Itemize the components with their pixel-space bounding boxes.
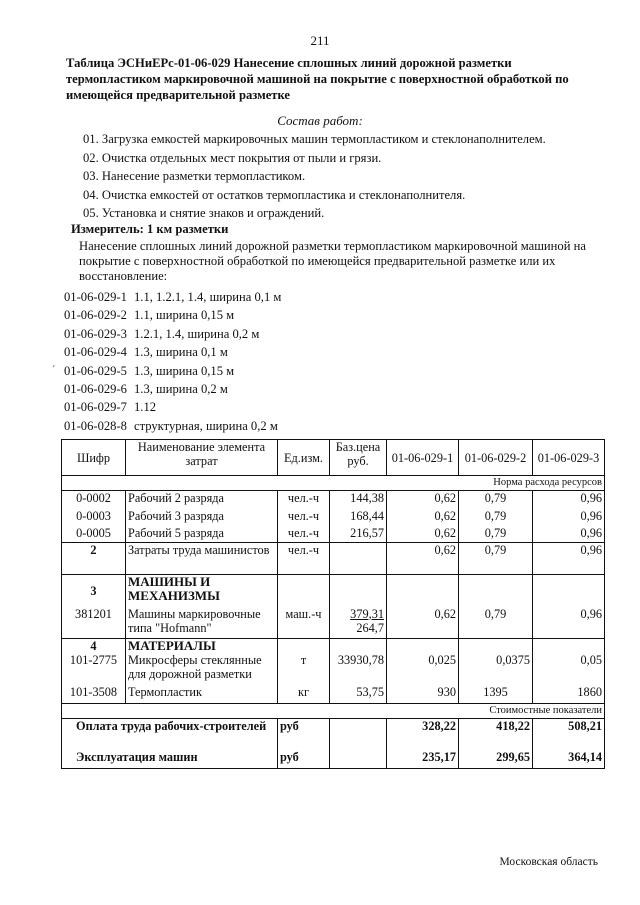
margin-mark: ˊ bbox=[52, 365, 56, 376]
header-cell: 01-06-029-2 bbox=[459, 440, 533, 476]
footer-region: Московская область bbox=[499, 856, 598, 868]
code-item bbox=[64, 380, 281, 398]
code-text: структурная, ширина 0,2 м bbox=[134, 418, 278, 433]
measure-unit: Измеритель: 1 км разметки bbox=[71, 222, 229, 236]
code-text: 1.3, ширина 0,1 м bbox=[134, 345, 228, 360]
code-number: 01-06-029-3 bbox=[64, 326, 127, 341]
header-cell: Ед.изм. bbox=[278, 440, 330, 476]
works-item: 02. Очистка отдельных мест покрытия от пыли и грязи. bbox=[83, 150, 382, 165]
code-text: 1.1, 1.2.1, 1.4, ширина 0,1 м bbox=[134, 290, 282, 304]
code-item bbox=[64, 325, 281, 343]
header-cell: Баз.цена руб. bbox=[330, 440, 387, 476]
code-text: 1.2.1, 1.4, ширина 0,2 м bbox=[134, 326, 260, 341]
resource-table bbox=[61, 439, 605, 769]
cost-label-row bbox=[62, 703, 605, 718]
works-item: 04. Очистка емкостей от остатков термопластика и стеклонаполнителя. bbox=[83, 187, 466, 202]
code-number: 01-06-029-2 bbox=[64, 308, 127, 323]
total-row: Эксплуатация машин руб 235,17 299,65 364,14 bbox=[62, 750, 605, 768]
table-row: 381201 Машины маркировочные типа "Hofmann" маш.-ч 379,31 264,7 0,62 0,79 0,96 bbox=[62, 607, 605, 639]
codes-list bbox=[64, 288, 281, 435]
table-title: Таблица ЭСНиЕРс-01-06-029 Нанесение сплошных линий дорожной разметки термопластиком маркировочной машиной на покрытие с поверхностной обработкой по имеющейся предварительной разметке bbox=[66, 56, 569, 102]
code-number: 01-06-029-7 bbox=[64, 400, 127, 415]
norm-label-row bbox=[62, 476, 605, 491]
page-number: 211 bbox=[310, 33, 330, 48]
machinist-row: 2 Затраты труда машинистов чел.-ч 0,62 0,79 0,96 bbox=[62, 543, 605, 575]
header-cell: Шифр bbox=[62, 440, 126, 476]
table-row: 0-0005 Рабочий 5 разряда чел.-ч 216,57 0,62 0,79 0,96 bbox=[62, 526, 605, 543]
header-cell: 01-06-029-1 bbox=[387, 440, 459, 476]
code-item bbox=[64, 362, 281, 380]
norm-label: Норма расхода ресурсов bbox=[387, 476, 605, 491]
materials-heading-row: 4 МАТЕРИАЛЫ bbox=[62, 639, 605, 654]
code-text: 1.3, ширина 0,15 м bbox=[134, 363, 235, 378]
code-number: 01-06-029-4 bbox=[64, 345, 127, 360]
table-row: 0-0002 Рабочий 2 разряда чел.-ч 144,38 0,62 0,79 0,96 bbox=[62, 491, 605, 509]
machines-heading-row: 3 МАШИНЫ И МЕХАНИЗМЫ bbox=[62, 575, 605, 607]
code-item bbox=[64, 288, 281, 306]
code-item bbox=[64, 398, 281, 416]
header-row bbox=[62, 440, 605, 476]
code-item bbox=[64, 306, 281, 324]
cost-label: Стоимостные показатели bbox=[387, 703, 605, 718]
code-item bbox=[64, 343, 281, 361]
table-row: 101-2775 Микросферы стеклянные для дорожной разметки т 33930,78 0,025 0,0375 0,05 bbox=[62, 653, 605, 685]
code-number: 01-06-029-5 bbox=[64, 363, 127, 378]
code-number: 01-06-029-1 bbox=[64, 290, 127, 304]
code-item bbox=[64, 417, 281, 435]
header-cell: 01-06-029-3 bbox=[533, 440, 605, 476]
code-text: 1.1, ширина 0,15 м bbox=[134, 308, 235, 323]
code-text: 1.12 bbox=[134, 400, 157, 415]
table-row: 101-3508 Термопластик кг 53,75 930 1395 1860 bbox=[62, 685, 605, 703]
works-item: 05. Установка и снятие знаков и ограждений. bbox=[83, 206, 325, 221]
total-row: Оплата труда рабочих-строителей руб 328,22 418,22 508,21 bbox=[62, 718, 605, 750]
works-item: 01. Загрузка емкостей маркировочных машин термопластиком и стеклонаполнителем. bbox=[83, 132, 546, 146]
header-cell: Наименование элемента затрат bbox=[126, 440, 278, 476]
description: Нанесение сплошных линий дорожной разметки термопластиком маркировочной машиной на покрытие с поверхностной обработкой по имеющейся предварительной разметке или их восстановление: bbox=[79, 239, 586, 283]
works-list bbox=[83, 130, 546, 223]
code-number: 01-06-028-8 bbox=[64, 418, 127, 433]
works-heading: Состав работ: bbox=[277, 113, 363, 128]
code-text: 1.3, ширина 0,2 м bbox=[134, 382, 228, 397]
works-item: 03. Нанесение разметки термопластиком. bbox=[83, 169, 306, 184]
table-row: 0-0003 Рабочий 3 разряда чел.-ч 168,44 0,62 0,79 0,96 bbox=[62, 509, 605, 526]
code-number: 01-06-029-6 bbox=[64, 382, 127, 397]
